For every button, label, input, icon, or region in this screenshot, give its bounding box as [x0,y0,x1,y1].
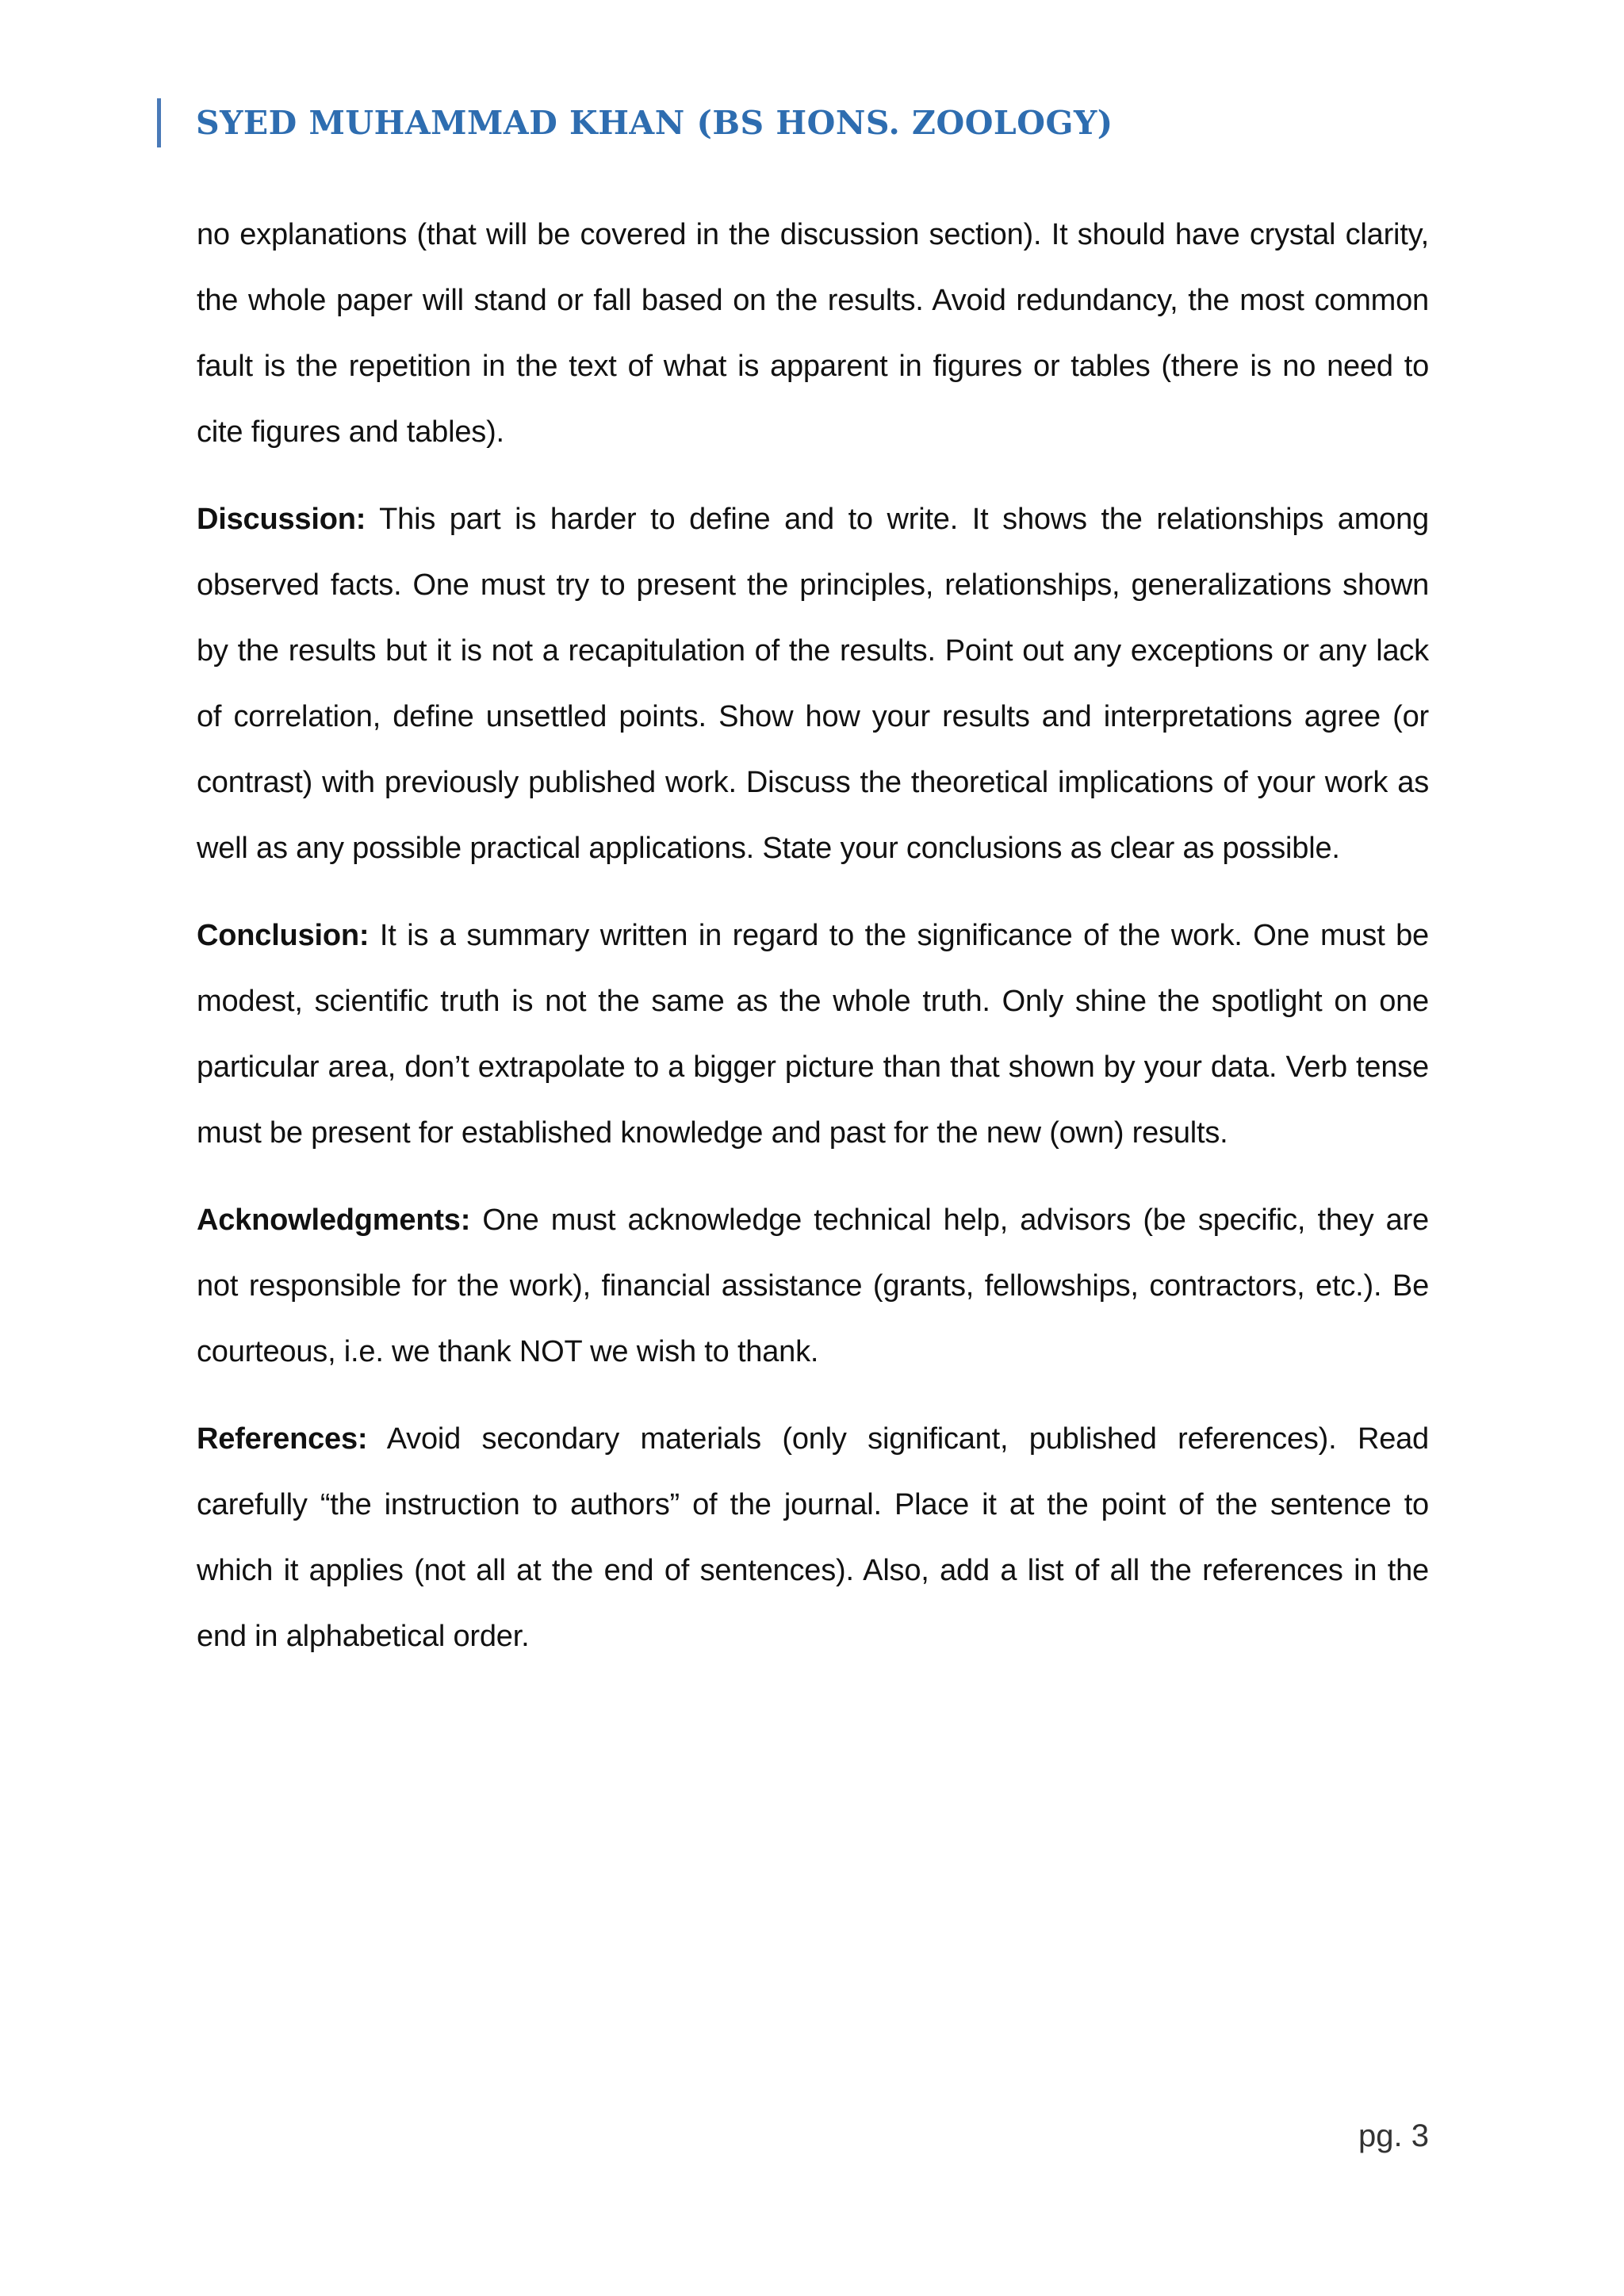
paragraph-conclusion [197,903,1429,1166]
paragraph-references [197,1406,1429,1670]
section-label-references: References: [197,1422,368,1456]
paragraph-acknowledgments [197,1188,1429,1385]
body-text [197,202,1429,1691]
page-number: pg. 3 [1358,2118,1429,2153]
section-label-discussion: Discussion: [197,503,366,536]
header-title: SYED MUHAMMAD KHAN (BS HONS. ZOOLOGY) [196,104,1113,142]
paragraph-discussion [197,487,1429,882]
paragraph-text: Avoid secondary materials (only significant, published references). Read carefully “the instruction to authors” of the journal. Place it at the point of the sentence to which it applies (not all at the end of sentences). Also, add a list of all the references in the end in alphabetical order. [197,1422,1429,1653]
header-accent-bar [157,98,161,147]
paragraph-text: no explanations (that will be covered in the discussion section). It should have crystal clarity, the whole paper will stand or fall based on the results. Avoid redundancy, the most common fault is the repetition in the text of what is apparent in figures or tables (there is no need to cite figures and tables). [197,218,1429,449]
paragraph-text: It is a summary written in regard to the significance of the work. One must be modest, scientific truth is not the same as the whole truth. Only shine the spotlight on one particular area, don’t extrapolate to a bigger picture than that shown by your data. Verb tense must be present for established knowledge and past for the new (own) results. [197,919,1429,1150]
paragraph-text: One must acknowledge technical help, advisors (be specific, they are not responsible for the work), financial assistance (grants, fellowships, contractors, etc.). Be courteous, i.e. we thank NOT we wish to thank. [197,1203,1429,1368]
section-label-conclusion: Conclusion: [197,919,370,952]
paragraph-results-continued [197,202,1429,465]
section-label-acknowledgments: Acknowledgments: [197,1203,471,1237]
page-header [157,98,1113,147]
paragraph-text: This part is harder to define and to write. It shows the relationships among observed facts. One must try to present the principles, relationships, generalizations shown by the results but it is not a recapitulation of the results. Point out any exceptions or any lack of correlation, define unsettled points. Show how your results and interpretations agree (or contrast) with previously published work. Discuss the theoretical implications of your work as well as any possible practical applications. State your conclusions as clear as possible. [197,503,1429,865]
